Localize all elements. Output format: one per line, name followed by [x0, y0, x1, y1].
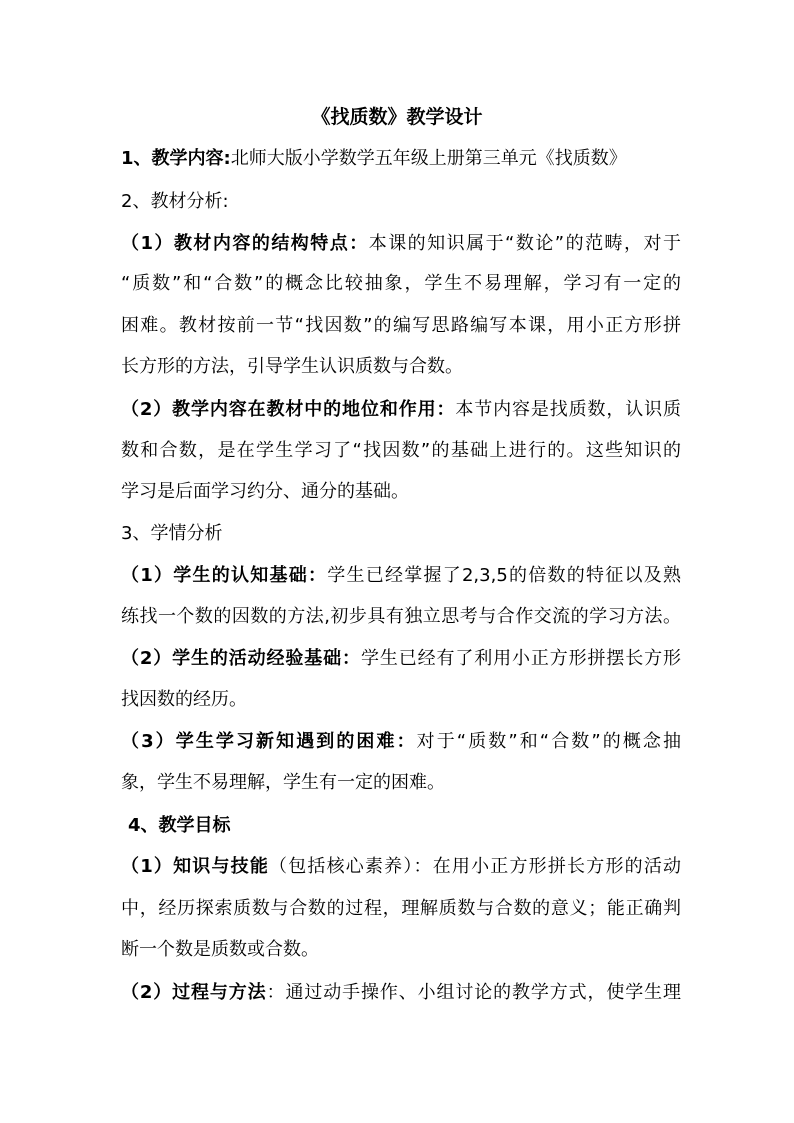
paragraph-structure-line-2: “质数”和“合数”的概念比较抽象，学生不易理解，学习有一定的	[121, 273, 681, 294]
teaching-content-label: 1、教学内容:	[121, 148, 231, 169]
paragraph-structure-line-4: 长方形的方法，引导学生认识质数与合数。	[121, 356, 463, 377]
paragraph-difficulty-line-1: （3）学生学习新知遇到的困难：对于“质数”和“合数”的概念抽	[121, 731, 681, 752]
teaching-content-line	[121, 145, 681, 173]
section-heading-learner-analysis: 3、学情分析	[121, 523, 223, 544]
paragraph-knowledge-line-2: 中，经历探索质数与合数的过程，理解质数与合数的意义；能正确判	[121, 898, 681, 919]
section-heading-teaching-goals: 4、教学目标	[128, 815, 231, 836]
paragraph-position-line-1: （2）教学内容在教材中的地位和作用：本节内容是找质数，认识质	[121, 399, 682, 420]
document-title: 《找质数》教学设计	[311, 106, 483, 128]
paragraph-experience-line-1: （2）学生的活动经验基础：学生已经有了利用小正方形拼摆长方形	[121, 648, 682, 669]
paragraph-knowledge-line-3: 断一个数是质数或合数。	[121, 939, 319, 960]
paragraph-cognitive-line-1: （1）学生的认知基础：学生已经掌握了2,3,5的倍数的特征以及熟	[121, 565, 681, 586]
paragraph-structure-line-1: （1）教材内容的结构特点：本课的知识属于“数论”的范畴，对于	[121, 233, 681, 254]
teaching-content-text: 北师大版小学数学五年级上册第三单元《找质数》	[230, 148, 627, 169]
paragraph-structure-line-3: 困难。教材按前一节“找因数”的编写思路编写本课，用小正方形拼	[121, 315, 681, 336]
paragraph-experience-line-2: 找因数的经历。	[121, 689, 247, 710]
paragraph-position-line-3: 学习是后面学习约分、通分的基础。	[121, 481, 409, 502]
paragraph-process-line-1: （2）过程与方法：通过动手操作、小组讨论的教学方式，使学生理	[121, 982, 682, 1003]
paragraph-cognitive-line-2: 练找一个数的因数的方法,初步具有独立思考与合作交流的学习方法。	[121, 606, 681, 627]
paragraph-knowledge-line-1: （1）知识与技能（包括核心素养）：在用小正方形拼长方形的活动	[121, 856, 682, 877]
paragraph-difficulty-line-2: 象，学生不易理解，学生有一定的困难。	[121, 772, 445, 793]
section-heading-textbook-analysis: 2、教材分析:	[121, 191, 229, 212]
paragraph-position-line-2: 数和合数，是在学生学习了“找因数”的基础上进行的。这些知识的	[121, 440, 681, 461]
